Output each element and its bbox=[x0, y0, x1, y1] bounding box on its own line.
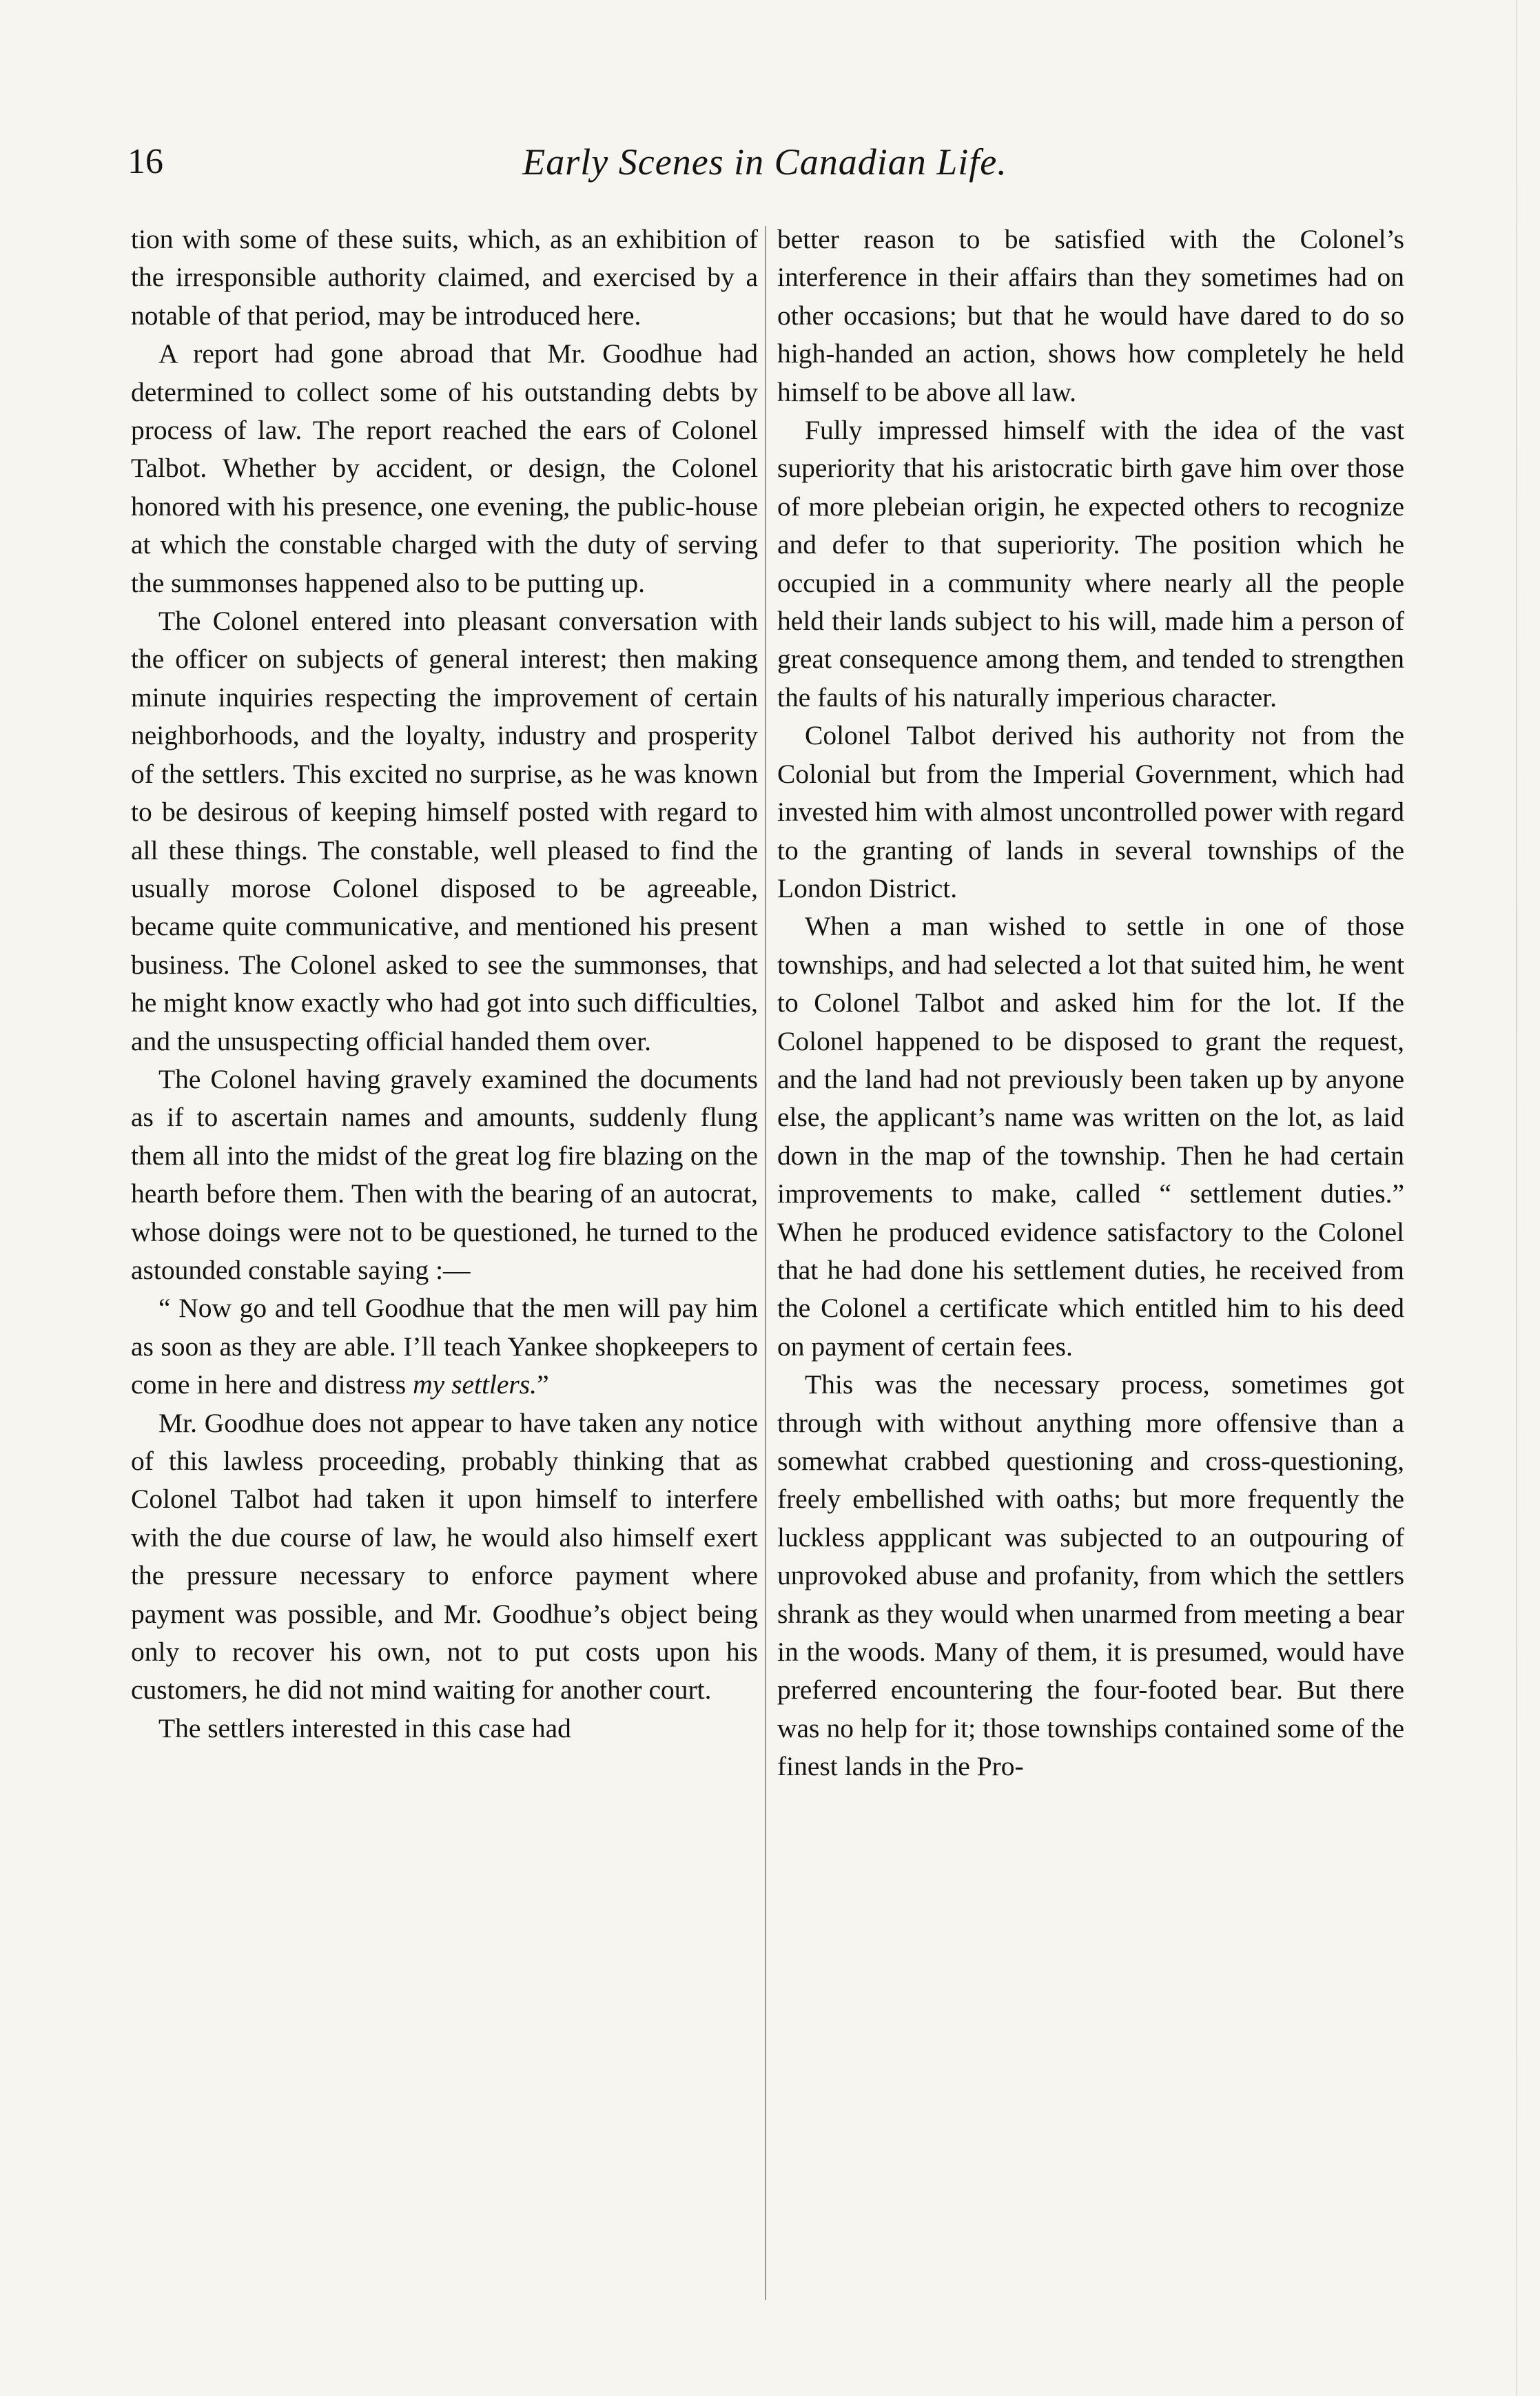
running-title: Early Scenes in Canadian Life. bbox=[522, 141, 1007, 183]
paragraph: tion with some of these suits, which, as an exhibition of the irresponsible authority claimed, and exercised by a notable of that period, may be introduced here. bbox=[131, 224, 758, 331]
paragraph: A report had gone abroad that Mr. Goodhue had determined to collect some of his outstanding debts by process of law. The report reached the ears of Colonel Talbot. Whether by accident, or design, the Colonel honored with his presence, one evening, the public-house at which the constable charged with the duty of serving the summonses happened also to be putting up. bbox=[131, 338, 758, 598]
paragraph: Fully impressed himself with the idea of the vast superiority that his aristocratic birth gave him over those of more plebeian origin, he expected others to recognize and defer to that superiority. The position which he occupied in a community where nearly all the people held their lands subject to his will, made him a person of great consequence among them, and tended to strengthen the faults of his naturally imperious character. bbox=[777, 415, 1404, 713]
quote-emphasis: my settlers. bbox=[413, 1369, 537, 1400]
quote-close: ” bbox=[537, 1369, 549, 1400]
paragraph: The settlers interested in this case had bbox=[158, 1712, 571, 1743]
page-header bbox=[127, 141, 1402, 196]
column-divider bbox=[765, 226, 766, 2300]
paragraph: better reason to be satisfied with the Colonel’s interference in their affairs than they sometimes had on other occasions; but that he would have dared to do so high-handed an action, shows how completely he held himself to be above all law. bbox=[777, 224, 1404, 407]
quote-text: “ Now go and tell Goodhue that the men will pay him as soon as they are able. I’ll teach Yankee shopkeepers to come in here and distress bbox=[131, 1293, 758, 1400]
page-edge bbox=[1516, 0, 1517, 2396]
paragraph: When a man wished to settle in one of those townships, and had selected a lot that suited him, he went to Colonel Talbot and asked him for the lot. If the Colonel happened to be disposed to grant the request, and the land had not previously been taken up by anyone else, the applicant’s name was written on the lot, as laid down in the map of the township. Then he had certain improvements to make, called “ settlement duties.” When he produced evidence satisfactory to the Colonel that he had done his settlement duties, he received from the Colonel a certificate which entitled him to his deed on payment of certain fees. bbox=[777, 911, 1404, 1362]
right-column bbox=[777, 221, 1404, 2322]
paragraph: The Colonel entered into pleasant conversation with the officer on subjects of general interest; then making minute inquiries respecting the improvement of certain neighborhoods, and the loyalty, industry and prosperity of the settlers. This excited no surprise, as he was known to be desirous of keeping himself posted with regard to all these things. The constable, well pleased to find the usually morose Colonel disposed to be agreeable, became quite communicative, and mentioned his present business. The Colonel asked to see the summonses, that he might know exactly who had got into such difficulties, and the unsuspecting official handed them over. bbox=[131, 606, 758, 1056]
page-number: 16 bbox=[127, 142, 163, 181]
paragraph: Colonel Talbot derived his authority not from the Colonial but from the Imperial Government, which had invested him with almost uncontrolled power with regard to the granting of lands in several townships of the London District. bbox=[777, 720, 1404, 903]
paragraph: This was the necessary process, sometimes got through with without anything more offensive than a somewhat crabbed questioning and cross-questioning, freely embellished with oaths; but more frequently the luckless appplicant was subjected to an outpouring of unprovoked abuse and profanity, from which the settlers shrank as they would when unarmed from meeting a bear in the woods. Many of them, it is presumed, would have preferred encountering the four-footed bear. But there was no help for it; those townships contained some of the finest lands in the Pro- bbox=[777, 1369, 1404, 1782]
paragraph: The Colonel having gravely examined the documents as if to ascertain names and amounts, suddenly flung them all into the midst of the great log fire blazing on the hearth before them. Then with the bearing of an autocrat, whose doings were not to be questioned, he turned to the astounded constable saying :— bbox=[131, 1063, 758, 1285]
left-column bbox=[131, 221, 758, 2322]
quote-paragraph bbox=[131, 1289, 758, 1404]
paragraph: Mr. Goodhue does not appear to have taken any notice of this lawless proceeding, probably thinking that as Colonel Talbot had taken it upon himself to interfere with the due course of law, he would also himself exert the pressure necessary to enforce payment where payment was possible, and Mr. Goodhue’s object being only to recover his own, not to put costs upon his customers, he did not mind waiting for another court. bbox=[131, 1407, 758, 1706]
